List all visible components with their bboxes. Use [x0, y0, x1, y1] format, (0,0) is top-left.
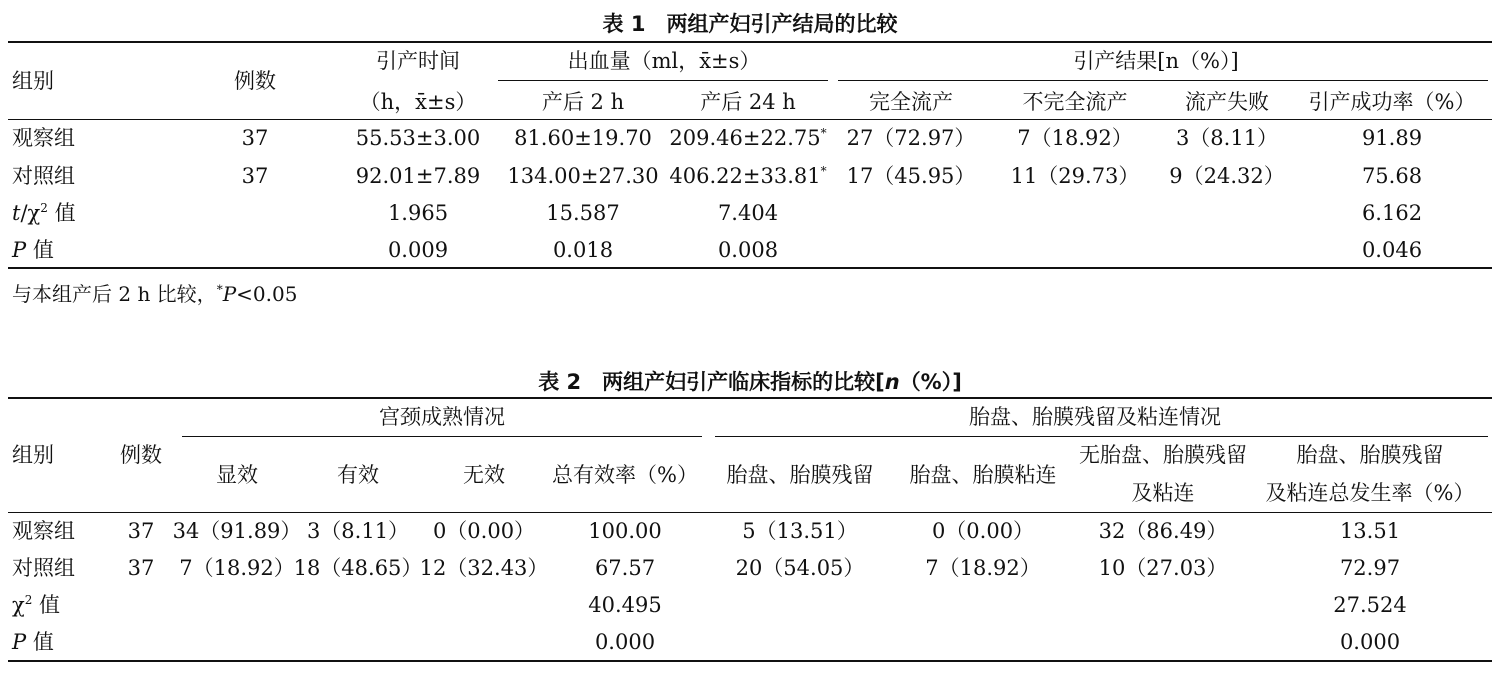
- table1-note: 与本组产后 2 h 比较，*P<0.05: [12, 282, 298, 306]
- t1-header-time: 引产时间: [376, 49, 460, 73]
- t1-header-success-rate: 引产成功率（%）: [1308, 90, 1476, 114]
- t1-header-failed: 流产失败: [1185, 90, 1269, 114]
- t2-cell-r0-c6: 5（13.51）: [742, 519, 858, 543]
- t2-cell-r1-c2: 7（18.92）: [179, 556, 295, 580]
- t2-cell-r3-c9: 0.000: [1339, 630, 1401, 654]
- t1-result-subrule: [838, 80, 1488, 81]
- t1-cell-r1-c6: 11（29.73）: [1010, 164, 1140, 188]
- t1-cell-r0-c2: 55.53±3.00: [355, 126, 481, 150]
- t1-cell-r3-c4: 0.008: [717, 238, 779, 262]
- t1-cell-r3-c2: 0.009: [387, 238, 449, 262]
- t1-cell-r1-c2: 92.01±7.89: [355, 164, 481, 188]
- t1-cell-r2-c3: 15.587: [546, 201, 620, 225]
- t2-header-adhesion: 胎盘、胎膜粘连: [909, 463, 1057, 487]
- t1-cell-r1-c8: 75.68: [1361, 164, 1423, 188]
- t1-cell-r0-c8: 91.89: [1361, 126, 1423, 150]
- t2-cell-r1-c3: 18（48.65）: [293, 556, 423, 580]
- t2-cell-r0-c5: 100.00: [588, 519, 662, 543]
- t1-header-incomplete: 不完全流产: [1022, 90, 1128, 114]
- t1-cell-r1-c5: 17（45.95）: [846, 164, 976, 188]
- t1-blood-subrule: [498, 80, 828, 81]
- t2-cell-r2-c9: 27.524: [1333, 593, 1407, 617]
- t2-cell-r3-c5: 0.000: [594, 630, 656, 654]
- t1-cell-r3-c8: 0.046: [1361, 238, 1423, 262]
- t2-cell-r0-c0: 观察组: [12, 519, 75, 543]
- t1-note-text: 与本组产后 2 h 比较，: [12, 282, 217, 306]
- t1-cell-r2-c8: 6.162: [1361, 201, 1423, 225]
- t2-cell-r0-c8: 32（86.49）: [1098, 519, 1228, 543]
- t2-header-group: 组别: [12, 443, 54, 467]
- t2-cell-r1-c9: 72.97: [1339, 556, 1401, 580]
- t1-cell-r1-c0: 对照组: [12, 164, 75, 188]
- t1-cell-r0-c1: 37: [241, 126, 269, 150]
- t2-header-residue: 胎盘、胎膜残留: [726, 463, 874, 487]
- t2-header-total-incidence-line2: 及粘连总发生率（%）: [1265, 481, 1475, 505]
- t2-header-count: 例数: [120, 443, 162, 467]
- t1-cell-r3-c3: 0.018: [552, 238, 614, 262]
- t2-cell-r0-c3: 3（8.11）: [306, 519, 410, 543]
- t2-header-effective: 有效: [337, 463, 379, 487]
- table1-bottom-rule: [8, 267, 1492, 269]
- table2-top-rule: [8, 397, 1492, 399]
- t2-cell-r0-c4: 0（0.00）: [432, 519, 536, 543]
- t1-cell-r0-c4: 209.46±22.75*: [669, 126, 827, 150]
- t2-header-ineffective: 无效: [463, 463, 505, 487]
- t1-cell-r0-c7: 3（8.11）: [1175, 126, 1279, 150]
- t1-cell-r1-c7: 9（24.32）: [1169, 164, 1285, 188]
- t2-cell-r1-c0: 对照组: [12, 556, 75, 580]
- t2-cell-r3-c0: P 值: [12, 630, 54, 654]
- t2-header-placenta: 胎盘、胎膜残留及粘连情况: [969, 405, 1221, 429]
- t1-cell-r0-c3: 81.60±19.70: [514, 126, 652, 150]
- table2-caption: 表 2 两组产妇引产临床指标的比较[n（%）]: [538, 370, 962, 394]
- t1-cell-r1-c1: 37: [241, 164, 269, 188]
- t1-cell-r2-c2: 1.965: [387, 201, 449, 225]
- t1-header-complete: 完全流产: [869, 90, 953, 114]
- t2-header-marked: 显效: [216, 463, 258, 487]
- t2-cervix-subrule: [182, 436, 702, 437]
- t1-cell-r0-c0: 观察组: [12, 126, 75, 150]
- t2-cell-r1-c8: 10（27.03）: [1098, 556, 1228, 580]
- t2-cell-r2-c5: 40.495: [588, 593, 662, 617]
- table1-caption: 表 1 两组产妇引产结局的比较: [602, 12, 898, 36]
- table1-top-rule: [8, 41, 1492, 43]
- t2-header-total-incidence-line1: 胎盘、胎膜残留: [1296, 443, 1444, 467]
- t1-cell-r3-c0: P 值: [12, 238, 54, 262]
- t1-cell-r2-c4: 7.404: [717, 201, 779, 225]
- t2-cell-r0-c2: 34（91.89）: [172, 519, 302, 543]
- t2-placenta-subrule: [715, 436, 1488, 437]
- table2-bottom-rule: [8, 660, 1492, 662]
- t2-header-cervix: 宫颈成熟情况: [379, 405, 505, 429]
- t2-header-total-rate: 总有效率（%）: [552, 463, 698, 487]
- table1-header-rule: [8, 119, 1492, 120]
- t1-header-group: 组别: [12, 69, 54, 93]
- t1-cell-r0-c5: 27（72.97）: [846, 126, 976, 150]
- t2-cell-r1-c4: 12（32.43）: [419, 556, 549, 580]
- t2-cell-r1-c1: 37: [127, 556, 155, 580]
- t1-cell-r1-c4: 406.22±33.81*: [669, 164, 827, 188]
- t1-cell-r0-c6: 7（18.92）: [1017, 126, 1133, 150]
- t2-cell-r0-c9: 13.51: [1339, 519, 1401, 543]
- t2-cell-r2-c0: $\chi^2$ 值: [12, 593, 61, 617]
- t1-cell-r2-c0: $t/\chi^2$ 值: [12, 201, 76, 225]
- t2-cell-r0-c7: 0（0.00）: [931, 519, 1035, 543]
- t1-cell-r1-c3: 134.00±27.30: [507, 164, 659, 188]
- t2-cell-r1-c5: 67.57: [594, 556, 656, 580]
- t1-header-blood-24h: 产后 24 h: [700, 90, 796, 114]
- t1-header-blood-2h: 产后 2 h: [541, 90, 625, 114]
- t2-header-none-line2: 及粘连: [1131, 481, 1195, 505]
- t2-cell-r1-c6: 20（54.05）: [735, 556, 865, 580]
- t1-header-blood: 出血量（ml，x̄±s）: [567, 49, 761, 73]
- t1-header-count: 例数: [234, 69, 276, 93]
- table2-header-rule: [8, 512, 1492, 513]
- t1-header-time-unit: （h，x̄±s）: [359, 90, 477, 114]
- t2-header-none-line1: 无胎盘、胎膜残留: [1079, 443, 1247, 467]
- t2-cell-r0-c1: 37: [127, 519, 155, 543]
- t2-cell-r1-c7: 7（18.92）: [925, 556, 1041, 580]
- t1-header-result: 引产结果[n（%）]: [1073, 49, 1239, 73]
